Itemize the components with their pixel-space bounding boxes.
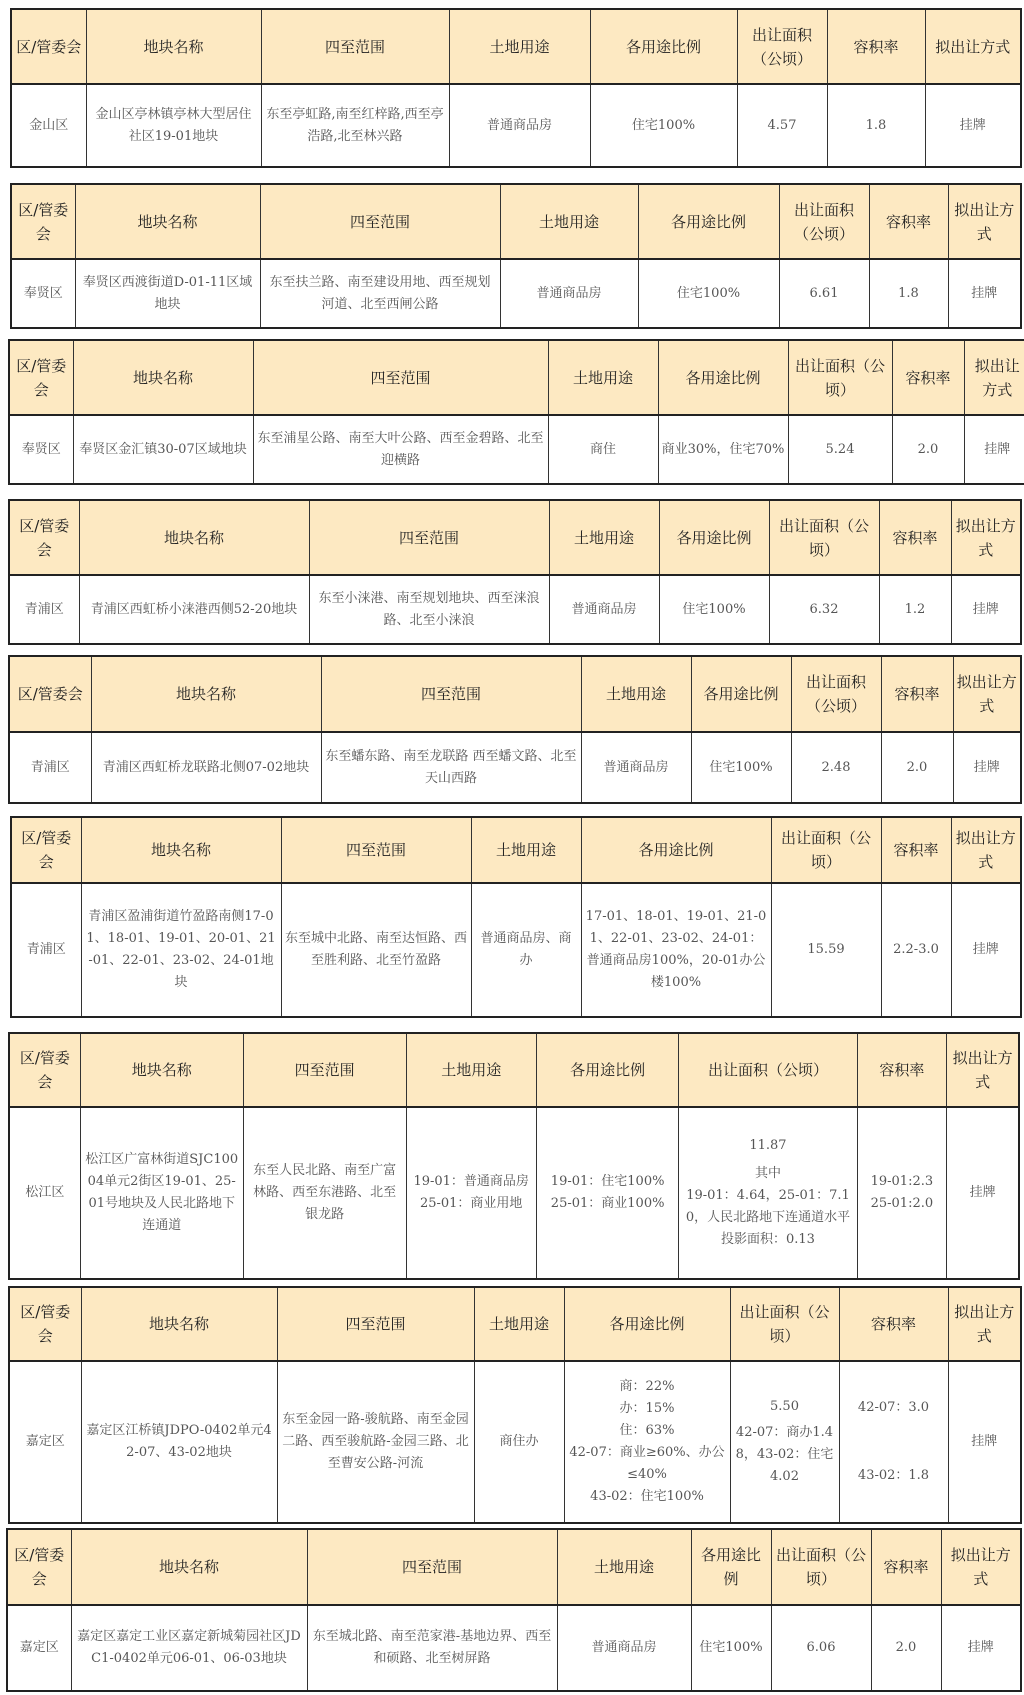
header-use-ratio: 各用途比例	[691, 656, 791, 732]
table-row	[7, 1605, 1021, 1691]
header-district: 区/管委会	[11, 817, 81, 883]
cell-boundaries: 东至城北路、南至范家港-基地边界、西至和硕路、北至树屏路	[307, 1605, 557, 1691]
table-row	[9, 415, 1024, 484]
cell-district: 嘉定区	[9, 1361, 81, 1523]
cell-method: 挂牌	[948, 1361, 1021, 1523]
header-method: 拟出让方式	[953, 656, 1021, 732]
header-area: 出让面积（公顷）	[771, 817, 881, 883]
cell-plot-name: 嘉定区嘉定工业区嘉定新城菊园社区JDC1-0402单元06-01、06-03地块	[71, 1605, 307, 1691]
land-use-line: 25-01：商业用地	[419, 1196, 523, 1211]
header-method: 拟出让方式	[947, 1033, 1019, 1107]
header-area: 出让面积（公顷）	[737, 9, 827, 84]
header-area: 出让面积（公顷）	[679, 1033, 857, 1107]
cell-far: 1.8	[869, 259, 948, 328]
cell-far: 1.8	[827, 84, 925, 167]
cell-land-use: 普通商品房	[581, 732, 691, 803]
header-use-ratio: 各用途比例	[536, 1033, 679, 1107]
header-method: 拟出让方式	[941, 1529, 1021, 1605]
header-district: 区/管委会	[9, 1287, 81, 1361]
header-boundaries: 四至范围	[277, 1287, 474, 1361]
header-method: 拟出让方式	[951, 500, 1021, 575]
cell-use-ratio: 住宅100%	[691, 1605, 771, 1691]
cell-far: 2.0	[871, 1605, 941, 1691]
header-area: 出让面积（公顷）	[771, 1529, 871, 1605]
header-row	[9, 656, 1021, 732]
far-line: 43-02：1.8	[857, 1468, 930, 1483]
header-row	[9, 340, 1024, 415]
header-land-use: 土地用途	[581, 656, 691, 732]
header-land-use: 土地用途	[548, 340, 658, 415]
cell-boundaries: 东至扶兰路、南至建设用地、西至规划河道、北至西闸公路	[260, 259, 500, 328]
cell-boundaries: 东至蟠东路、南至龙联路 西至蟠文路、北至天山西路	[321, 732, 581, 803]
cell-plot-name: 青浦区西虹桥小涞港西侧52-20地块	[79, 575, 309, 644]
header-plot-name: 地块名称	[81, 1287, 277, 1361]
land-use-line: 19-01：普通商品房	[413, 1174, 529, 1189]
area-total: 11.87	[749, 1138, 787, 1153]
header-land-use: 土地用途	[406, 1033, 536, 1107]
header-far: 容积率	[881, 817, 951, 883]
header-far: 容积率	[827, 9, 925, 84]
header-method: 拟出让方式	[948, 1287, 1021, 1361]
header-district: 区/管委会	[9, 1033, 80, 1107]
header-land-use: 土地用途	[474, 1287, 564, 1361]
far-line: 42-07：3.0	[857, 1400, 930, 1415]
header-use-ratio: 各用途比例	[581, 817, 771, 883]
header-boundaries: 四至范围	[261, 9, 449, 84]
land-table-songjiang	[8, 1032, 1020, 1280]
table-row	[9, 732, 1021, 803]
cell-use-ratio	[564, 1361, 730, 1523]
use-ratio-line: 住：63%	[619, 1423, 675, 1438]
header-use-ratio: 各用途比例	[658, 340, 788, 415]
cell-method: 挂牌	[948, 259, 1021, 328]
header-far: 容积率	[857, 1033, 947, 1107]
cell-land-use: 普通商品房	[557, 1605, 691, 1691]
header-plot-name: 地块名称	[91, 656, 321, 732]
cell-boundaries: 东至亭虹路,南至红梓路,西至亭浩路,北至林兴路	[261, 84, 449, 167]
header-plot-name: 地块名称	[75, 184, 260, 259]
cell-district: 奉贤区	[11, 259, 75, 328]
table-row	[9, 1107, 1019, 1279]
table-row	[11, 883, 1021, 1017]
header-plot-name: 地块名称	[79, 500, 309, 575]
header-method: 拟出让方式	[948, 184, 1021, 259]
header-row	[9, 1287, 1021, 1361]
header-district: 区/管委会	[11, 184, 75, 259]
header-row	[11, 9, 1021, 84]
cell-use-ratio: 住宅100%	[590, 84, 737, 167]
header-plot-name: 地块名称	[73, 340, 253, 415]
cell-area	[679, 1107, 857, 1279]
cell-boundaries: 东至浦星公路、南至大叶公路、西至金碧路、北至迎横路	[253, 415, 548, 484]
header-plot-name: 地块名称	[86, 9, 261, 84]
header-district: 区/管委会	[7, 1529, 71, 1605]
header-far: 容积率	[879, 500, 951, 575]
header-row	[7, 1529, 1021, 1605]
cell-use-ratio: 住宅100%	[638, 259, 779, 328]
header-method: 拟出让方式	[951, 817, 1021, 883]
use-ratio-line: 25-01：商业100%	[550, 1196, 665, 1211]
header-boundaries: 四至范围	[321, 656, 581, 732]
header-area: 出让面积（公顷）	[779, 184, 869, 259]
land-table-fengxian-1	[10, 183, 1022, 329]
header-district: 区/管委会	[11, 9, 86, 84]
header-far: 容积率	[892, 340, 964, 415]
cell-plot-name: 嘉定区江桥镇JDPO-0402单元42-07、43-02地块	[81, 1361, 277, 1523]
header-land-use: 土地用途	[500, 184, 638, 259]
header-row	[9, 500, 1021, 575]
use-ratio-line: 43-02：住宅100%	[590, 1489, 704, 1504]
use-ratio-line: 42-07：商业≥60%、办公≤40%	[569, 1445, 725, 1482]
header-method: 拟出让方式	[925, 9, 1021, 84]
cell-district: 金山区	[11, 84, 86, 167]
cell-area: 6.61	[779, 259, 869, 328]
cell-use-ratio: 住宅100%	[659, 575, 769, 644]
header-boundaries: 四至范围	[253, 340, 548, 415]
cell-land-use: 普通商品房、商办	[471, 883, 581, 1017]
cell-boundaries: 东至人民北路、南至广富林路、西至东港路、北至银龙路	[243, 1107, 406, 1279]
header-plot-name: 地块名称	[80, 1033, 243, 1107]
cell-plot-name: 青浦区西虹桥龙联路北侧07-02地块	[91, 732, 321, 803]
cell-method: 挂牌	[941, 1605, 1021, 1691]
header-use-ratio: 各用途比例	[638, 184, 779, 259]
land-table-jiading-1	[8, 1286, 1022, 1524]
cell-district: 青浦区	[11, 883, 81, 1017]
land-table-qingpu-2	[8, 655, 1022, 804]
cell-method: 挂牌	[964, 415, 1024, 484]
cell-area: 2.48	[791, 732, 881, 803]
cell-boundaries: 东至小涞港、南至规划地块、西至涞浪路、北至小涞浪	[309, 575, 549, 644]
cell-land-use: 普通商品房	[449, 84, 590, 167]
cell-use-ratio: 住宅100%	[691, 732, 791, 803]
header-district: 区/管委会	[9, 656, 91, 732]
cell-method: 挂牌	[947, 1107, 1019, 1279]
header-far: 容积率	[869, 184, 948, 259]
header-far: 容积率	[881, 656, 953, 732]
header-row	[11, 184, 1021, 259]
cell-far: 2.0	[881, 732, 953, 803]
header-plot-name: 地块名称	[81, 817, 281, 883]
header-area: 出让面积（公顷）	[730, 1287, 839, 1361]
header-row	[9, 1033, 1019, 1107]
cell-area	[730, 1361, 839, 1523]
cell-land-use: 商住办	[474, 1361, 564, 1523]
header-land-use: 土地用途	[557, 1529, 691, 1605]
cell-plot-name: 青浦区盈浦街道竹盈路南侧17-01、18-01、19-01、20-01、21-01、22-01、23-02、24-01地块	[81, 883, 281, 1017]
header-boundaries: 四至范围	[243, 1033, 406, 1107]
cell-land-use: 商住	[548, 415, 658, 484]
header-far: 容积率	[839, 1287, 948, 1361]
header-far: 容积率	[871, 1529, 941, 1605]
cell-far: 2.2-3.0	[881, 883, 951, 1017]
cell-area: 6.32	[769, 575, 879, 644]
cell-far	[857, 1107, 947, 1279]
far-line: 19-01:2.3	[870, 1174, 934, 1189]
cell-area: 4.57	[737, 84, 827, 167]
cell-plot-name: 奉贤区西渡街道D-01-11区域地块	[75, 259, 260, 328]
header-land-use: 土地用途	[549, 500, 659, 575]
cell-far: 2.0	[892, 415, 964, 484]
table-row	[9, 1361, 1021, 1523]
cell-district: 松江区	[9, 1107, 80, 1279]
header-area: 出让面积（公顷）	[791, 656, 881, 732]
land-table-qingpu-3	[10, 816, 1022, 1018]
header-area: 出让面积（公顷）	[769, 500, 879, 575]
cell-method: 挂牌	[925, 84, 1021, 167]
area-breakdown: 42-07：商办1.48，43-02：住宅4.02	[735, 1425, 834, 1484]
cell-method: 挂牌	[951, 575, 1021, 644]
cell-land-use: 普通商品房	[549, 575, 659, 644]
land-table-jinshan	[10, 8, 1022, 168]
cell-district: 嘉定区	[7, 1605, 71, 1691]
cell-plot-name: 奉贤区金汇镇30-07区域地块	[73, 415, 253, 484]
land-table-jiading-2	[6, 1528, 1022, 1692]
cell-far: 1.2	[879, 575, 951, 644]
cell-area: 15.59	[771, 883, 881, 1017]
cell-district: 青浦区	[9, 575, 79, 644]
cell-boundaries: 东至城中北路、南至达恒路、西至胜利路、北至竹盈路	[281, 883, 471, 1017]
table-row	[11, 84, 1021, 167]
header-row	[11, 817, 1021, 883]
cell-plot-name: 金山区亭林镇亭林大型居住社区19-01地块	[86, 84, 261, 167]
header-plot-name: 地块名称	[71, 1529, 307, 1605]
use-ratio-line: 商：22%	[619, 1379, 675, 1394]
cell-far	[839, 1361, 948, 1523]
header-land-use: 土地用途	[449, 9, 590, 84]
cell-use-ratio: 17-01、18-01、19-01、21-01、22-01、23-02、24-01：普通商品房100%，20-01办公楼100%	[581, 883, 771, 1017]
header-use-ratio: 各用途比例	[691, 1529, 771, 1605]
cell-method: 挂牌	[951, 883, 1021, 1017]
cell-district: 青浦区	[9, 732, 91, 803]
header-use-ratio: 各用途比例	[659, 500, 769, 575]
cell-land-use	[406, 1107, 536, 1279]
land-table-qingpu-1	[8, 499, 1022, 645]
cell-area: 6.06	[771, 1605, 871, 1691]
use-ratio-line: 19-01：住宅100%	[550, 1174, 665, 1189]
cell-use-ratio	[536, 1107, 679, 1279]
cell-method: 挂牌	[953, 732, 1021, 803]
cell-use-ratio: 商业30%，住宅70%	[658, 415, 788, 484]
cell-area: 5.24	[788, 415, 892, 484]
header-use-ratio: 各用途比例	[590, 9, 737, 84]
land-table-fengxian-2	[8, 339, 1024, 485]
table-row	[9, 575, 1021, 644]
header-boundaries: 四至范围	[281, 817, 471, 883]
header-area: 出让面积（公顷）	[788, 340, 892, 415]
area-total: 5.50	[770, 1399, 799, 1414]
area-breakdown: 19-01：4.64，25-01：7.10，人民北路地下连通道水平投影面积：0.13	[685, 1188, 851, 1247]
cell-plot-name: 松江区广富林街道SJC10004单元2街区19-01、25-01号地块及人民北路地下连通道	[80, 1107, 243, 1279]
header-land-use: 土地用途	[471, 817, 581, 883]
header-boundaries: 四至范围	[260, 184, 500, 259]
header-district: 区/管委会	[9, 500, 79, 575]
header-district: 区/管委会	[9, 340, 73, 415]
table-row	[11, 259, 1021, 328]
header-boundaries: 四至范围	[307, 1529, 557, 1605]
header-boundaries: 四至范围	[309, 500, 549, 575]
cell-boundaries: 东至金园一路-骏航路、南至金园二路、西至骏航路-金园三路、北至曹安公路-河流	[277, 1361, 474, 1523]
header-use-ratio: 各用途比例	[564, 1287, 730, 1361]
use-ratio-line: 办：15%	[619, 1401, 675, 1416]
cell-land-use: 普通商品房	[500, 259, 638, 328]
header-method: 拟出让方式	[964, 340, 1024, 415]
cell-district: 奉贤区	[9, 415, 73, 484]
area-label: 其中	[754, 1166, 781, 1181]
far-line: 25-01:2.0	[870, 1196, 934, 1211]
